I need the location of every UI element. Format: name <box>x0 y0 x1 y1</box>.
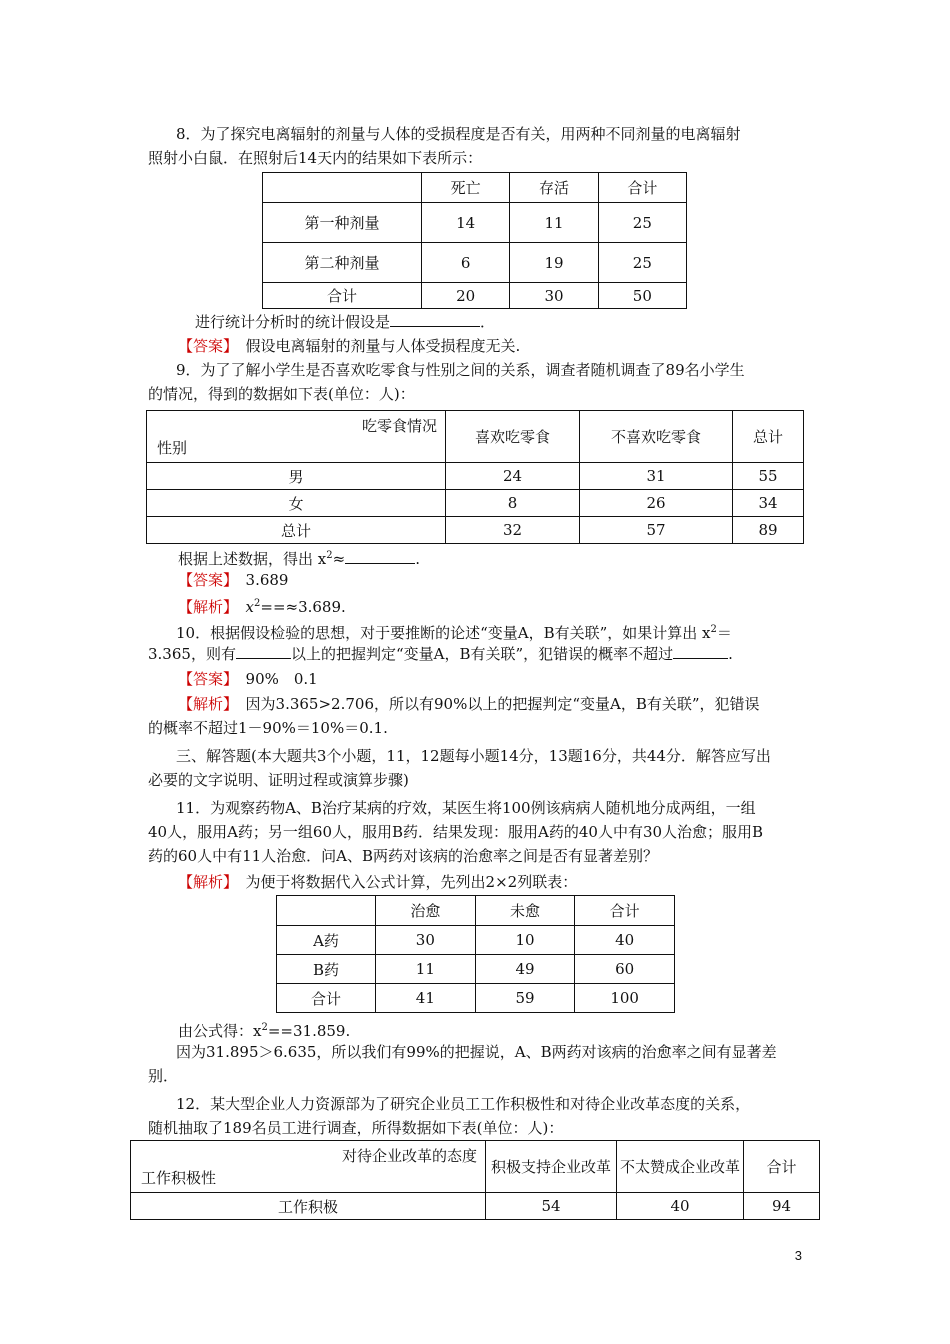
table-cell: 男 <box>147 463 446 490</box>
q10-line2: 3.365，则有 以上的把握判定“变量A，B有关联”，犯错误的概率不超过 . <box>148 645 733 663</box>
table-cell: 14 <box>422 203 510 243</box>
header-cell: 合计 <box>575 896 675 926</box>
header-cell: 合计 <box>744 1141 820 1193</box>
header-cell: 死亡 <box>422 173 510 203</box>
table-cell: 30 <box>376 926 476 955</box>
table-cell: 54 <box>486 1193 617 1220</box>
table-cell: 40 <box>575 926 675 955</box>
table-cell: 第一种剂量 <box>263 203 422 243</box>
table-cell: 32 <box>446 517 580 544</box>
q11-conclusion-2: 别． <box>148 1067 179 1085</box>
q9-table <box>146 410 804 544</box>
q12-line2: 随机抽取了189名员工进行调查，所得数据如下表(单位：人)： <box>148 1119 564 1137</box>
diag-header: 对待企业改革的态度 工作积极性 <box>131 1141 486 1193</box>
q9-analysis: 【解析】 $x^2==\approx 3.689$. <box>178 598 346 616</box>
q11-line3: 药的60人中有11人治愈．问A、B两药对该病的治愈率之间是否有显著差别？ <box>148 847 659 865</box>
analysis-tag: 【解析】 <box>178 695 231 713</box>
header-cell: 总计 <box>733 411 804 463</box>
header-cell: 积极支持企业改革 <box>486 1141 617 1193</box>
table-cell: 60 <box>575 955 675 984</box>
table-cell: B药 <box>277 955 376 984</box>
q9-line2: 的情况，得到的数据如下表(单位：人)： <box>148 385 415 403</box>
table-cell: 40 <box>617 1193 744 1220</box>
table-cell: 89 <box>733 517 804 544</box>
page-number: 3 <box>794 1248 802 1263</box>
table-cell: 26 <box>580 490 733 517</box>
analysis-tag: 【解析】 <box>178 598 231 616</box>
q10-answer: 【答案】 90% 0.1 <box>178 670 318 688</box>
table-cell: 50 <box>598 283 686 309</box>
table-cell: 31 <box>580 463 733 490</box>
q8-table <box>262 172 687 309</box>
q12-table <box>130 1140 820 1220</box>
q11-conclusion-1: 因为31.895＞6.635，所以我们有99%的把握说，A、B两药对该病的治愈率之间有显著差 <box>176 1043 777 1061</box>
table-cell: 49 <box>475 955 575 984</box>
table-cell: 34 <box>733 490 804 517</box>
answer-blank <box>673 644 728 659</box>
table-cell: 11 <box>510 203 598 243</box>
answer-tag: 【答案】 <box>178 571 231 589</box>
table-cell: 19 <box>510 243 598 283</box>
header-cell: 不喜欢吃零食 <box>580 411 733 463</box>
table-cell: 10 <box>475 926 575 955</box>
header-cell: 合计 <box>598 173 686 203</box>
q8-after: 进行统计分析时的统计假设是 ． <box>195 313 496 331</box>
answer-tag: 【答案】 <box>178 670 231 688</box>
table-cell: 25 <box>598 203 686 243</box>
q11-formula: 由公式得：$x^2==31.859$. <box>178 1022 351 1040</box>
table-cell: 女 <box>147 490 446 517</box>
table-cell: 25 <box>598 243 686 283</box>
table-cell: 20 <box>422 283 510 309</box>
q9-answer: 【答案】 3.689 <box>178 571 289 589</box>
table-cell: A药 <box>277 926 376 955</box>
q10-line1: 10．根据假设检验的思想，对于要推断的论述“变量A，B有关联”，如果计算出 $x^2=$ <box>176 624 732 642</box>
analysis-tag: 【解析】 <box>178 873 231 891</box>
q8-line2: 照射小白鼠．在照射后14天内的结果如下表所示： <box>148 149 483 167</box>
table-cell: 合计 <box>263 283 422 309</box>
section3-line1: 三、解答题(本大题共3个小题，11，12题每小题14分，13题16分，共44分．解答应写出 <box>176 747 771 765</box>
table-cell: 工作积极 <box>131 1193 486 1220</box>
header-cell: 存活 <box>510 173 598 203</box>
q12-line1: 12．某大型企业人力资源部为了研究企业员工工作积极性和对待企业改革态度的关系， <box>176 1095 751 1113</box>
q9-line1: 9．为了了解小学生是否喜欢吃零食与性别之间的关系，调查者随机调查了89名小学生 <box>176 361 745 379</box>
header-cell: 治愈 <box>376 896 476 926</box>
table-cell: 合计 <box>277 984 376 1013</box>
diag-header: 吃零食情况 性别 <box>147 411 446 463</box>
table-cell: 30 <box>510 283 598 309</box>
table-cell: 11 <box>376 955 476 984</box>
section3-line2: 必要的文字说明、证明过程或演算步骤) <box>148 771 409 789</box>
table-cell: 41 <box>376 984 476 1013</box>
answer-tag: 【答案】 <box>178 337 231 355</box>
table-cell: 第二种剂量 <box>263 243 422 283</box>
answer-blank <box>236 644 291 659</box>
table-cell: 100 <box>575 984 675 1013</box>
q8-answer: 【答案】 假设电离辐射的剂量与人体受损程度无关. <box>178 337 521 355</box>
q10-analysis-2: 的概率不超过1－90%＝10%＝0.1. <box>148 719 388 737</box>
answer-blank <box>345 549 415 564</box>
table-cell: 59 <box>475 984 575 1013</box>
header-cell: 喜欢吃零食 <box>446 411 580 463</box>
table-cell: 94 <box>744 1193 820 1220</box>
table-cell: 6 <box>422 243 510 283</box>
q11-line1: 11．为观察药物A、B治疗某病的疗效，某医生将100例该病病人随机地分成两组，一组 <box>176 799 756 817</box>
table-cell: 55 <box>733 463 804 490</box>
q11-analysis: 【解析】 为便于将数据代入公式计算，先列出2×2列联表： <box>178 873 578 891</box>
q8-line1: 8．为了探究电离辐射的剂量与人体的受损程度是否有关，用两种不同剂量的电离辐射 <box>176 125 741 143</box>
header-cell: 不太赞成企业改革 <box>617 1141 744 1193</box>
table-cell: 57 <box>580 517 733 544</box>
table-cell: 总计 <box>147 517 446 544</box>
q10-analysis-1: 【解析】 因为3.365>2.706，所以有90%以上的把握判定“变量A，B有关联”，犯错误 <box>178 695 760 713</box>
table-cell: 24 <box>446 463 580 490</box>
table-cell: 8 <box>446 490 580 517</box>
q11-table <box>276 895 675 1013</box>
q11-line2: 40人，服用A药；另一组60人，服用B药．结果发现：服用A药的40人中有30人治愈；服用B <box>148 823 764 841</box>
answer-blank <box>390 312 480 327</box>
header-cell: 未愈 <box>475 896 575 926</box>
q9-after: 根据上述数据，得出 $x^2\approx$ . <box>178 550 420 568</box>
